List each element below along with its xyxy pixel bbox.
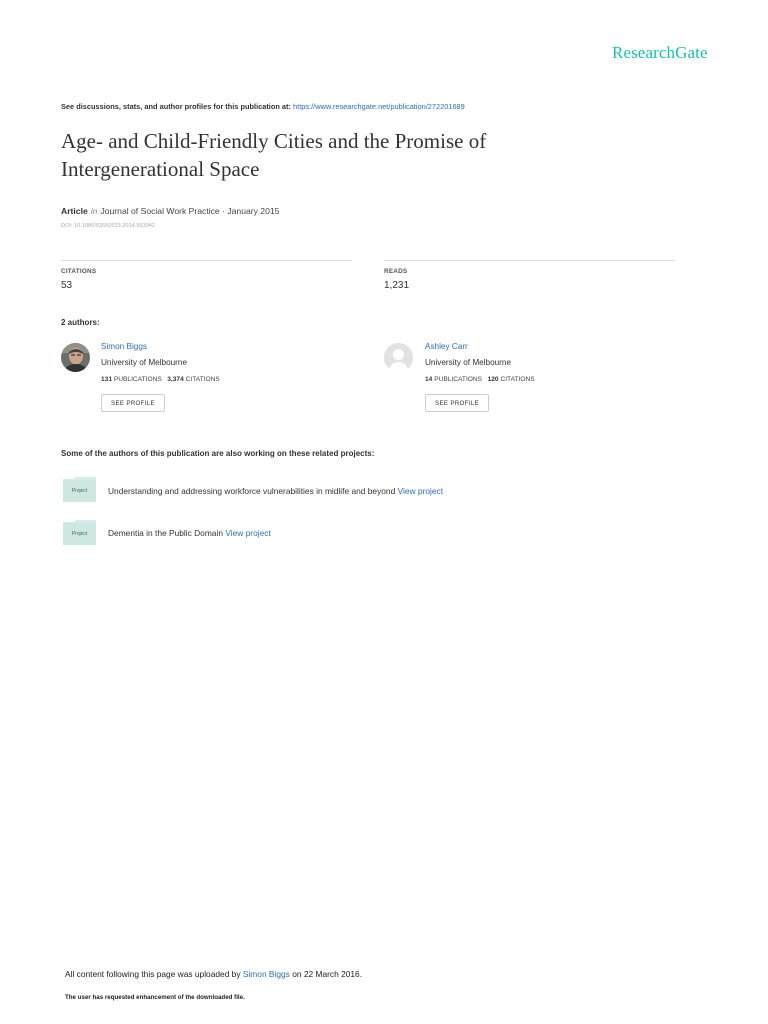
authors-heading: 2 authors: [61, 318, 100, 327]
journal-info: Journal of Social Work Practice · January 2015 [100, 206, 280, 216]
publications-count: 131 [101, 376, 113, 383]
in-word: in [90, 206, 98, 216]
citations-label: CITATIONS [61, 268, 97, 275]
publication-title [61, 127, 661, 183]
upload-prefix: All content following this page was uploaded by [65, 969, 243, 979]
project-title: Dementia in the Public Domain [108, 528, 223, 538]
project-icon-label: Project [71, 531, 88, 537]
reads-divider [384, 260, 675, 261]
publication-meta [61, 206, 279, 216]
project-item [108, 486, 443, 496]
citations-label: CITATIONS [185, 376, 220, 383]
article-type: Article [61, 206, 88, 216]
reads-value: 1,231 [384, 280, 410, 291]
upload-note [65, 969, 362, 979]
citations-divider [61, 260, 352, 261]
discussion-line [61, 102, 465, 111]
project-icon-label: Project [71, 488, 88, 494]
doi: DOI: 10.1080/02650533.2014.993942 [61, 223, 155, 229]
author-avatar-simon-biggs[interactable] [61, 343, 90, 372]
project-folder-icon[interactable] [63, 477, 96, 507]
author-name-link[interactable]: Ashley Carr [425, 342, 468, 351]
view-project-link[interactable]: View project [225, 528, 271, 538]
discussion-prefix: See discussions, stats, and author profiles for this publication at: [61, 102, 294, 111]
publication-url-link[interactable]: https://www.researchgate.net/publication/272201689 [293, 102, 465, 111]
see-profile-button[interactable]: SEE PROFILE [101, 394, 165, 412]
related-projects-heading: Some of the authors of this publication are also working on these related projects: [61, 449, 375, 458]
citations-value: 53 [61, 280, 73, 291]
publications-label: PUBLICATIONS [434, 376, 483, 383]
author-stats [101, 376, 220, 383]
citations-count: 3,374 [167, 376, 184, 383]
reads-label: READS [384, 268, 408, 275]
author-name-link[interactable]: Simon Biggs [101, 342, 147, 351]
publications-label: PUBLICATIONS [113, 376, 162, 383]
see-profile-button[interactable]: SEE PROFILE [425, 394, 489, 412]
default-avatar-icon [384, 343, 413, 372]
title-line-1: Age- and Child-Friendly Cities and the Promise of [61, 129, 487, 153]
author-affiliation: University of Melbourne [101, 358, 188, 367]
view-project-link[interactable]: View project [397, 486, 444, 496]
author-stats [425, 376, 535, 383]
uploader-link[interactable]: Simon Biggs [242, 969, 290, 979]
project-folder-icon[interactable] [63, 520, 96, 550]
project-item [108, 528, 271, 538]
publications-count: 14 [425, 376, 433, 383]
author-avatar-ashley-carr[interactable] [384, 343, 413, 372]
author-photo-icon [61, 343, 90, 372]
project-title: Understanding and addressing workforce vulnerabilities in midlife and beyond [108, 486, 396, 496]
author-affiliation: University of Melbourne [425, 358, 512, 367]
researchgate-logo[interactable]: ResearchGate [612, 43, 708, 62]
enhancement-note: The user has requested enhancement of the downloaded file. [65, 994, 245, 1001]
citations-count: 120 [487, 376, 499, 383]
title-line-2: Intergenerational Space [61, 157, 260, 181]
citations-label: CITATIONS [500, 376, 535, 383]
upload-suffix: on 22 March 2016. [289, 969, 363, 979]
